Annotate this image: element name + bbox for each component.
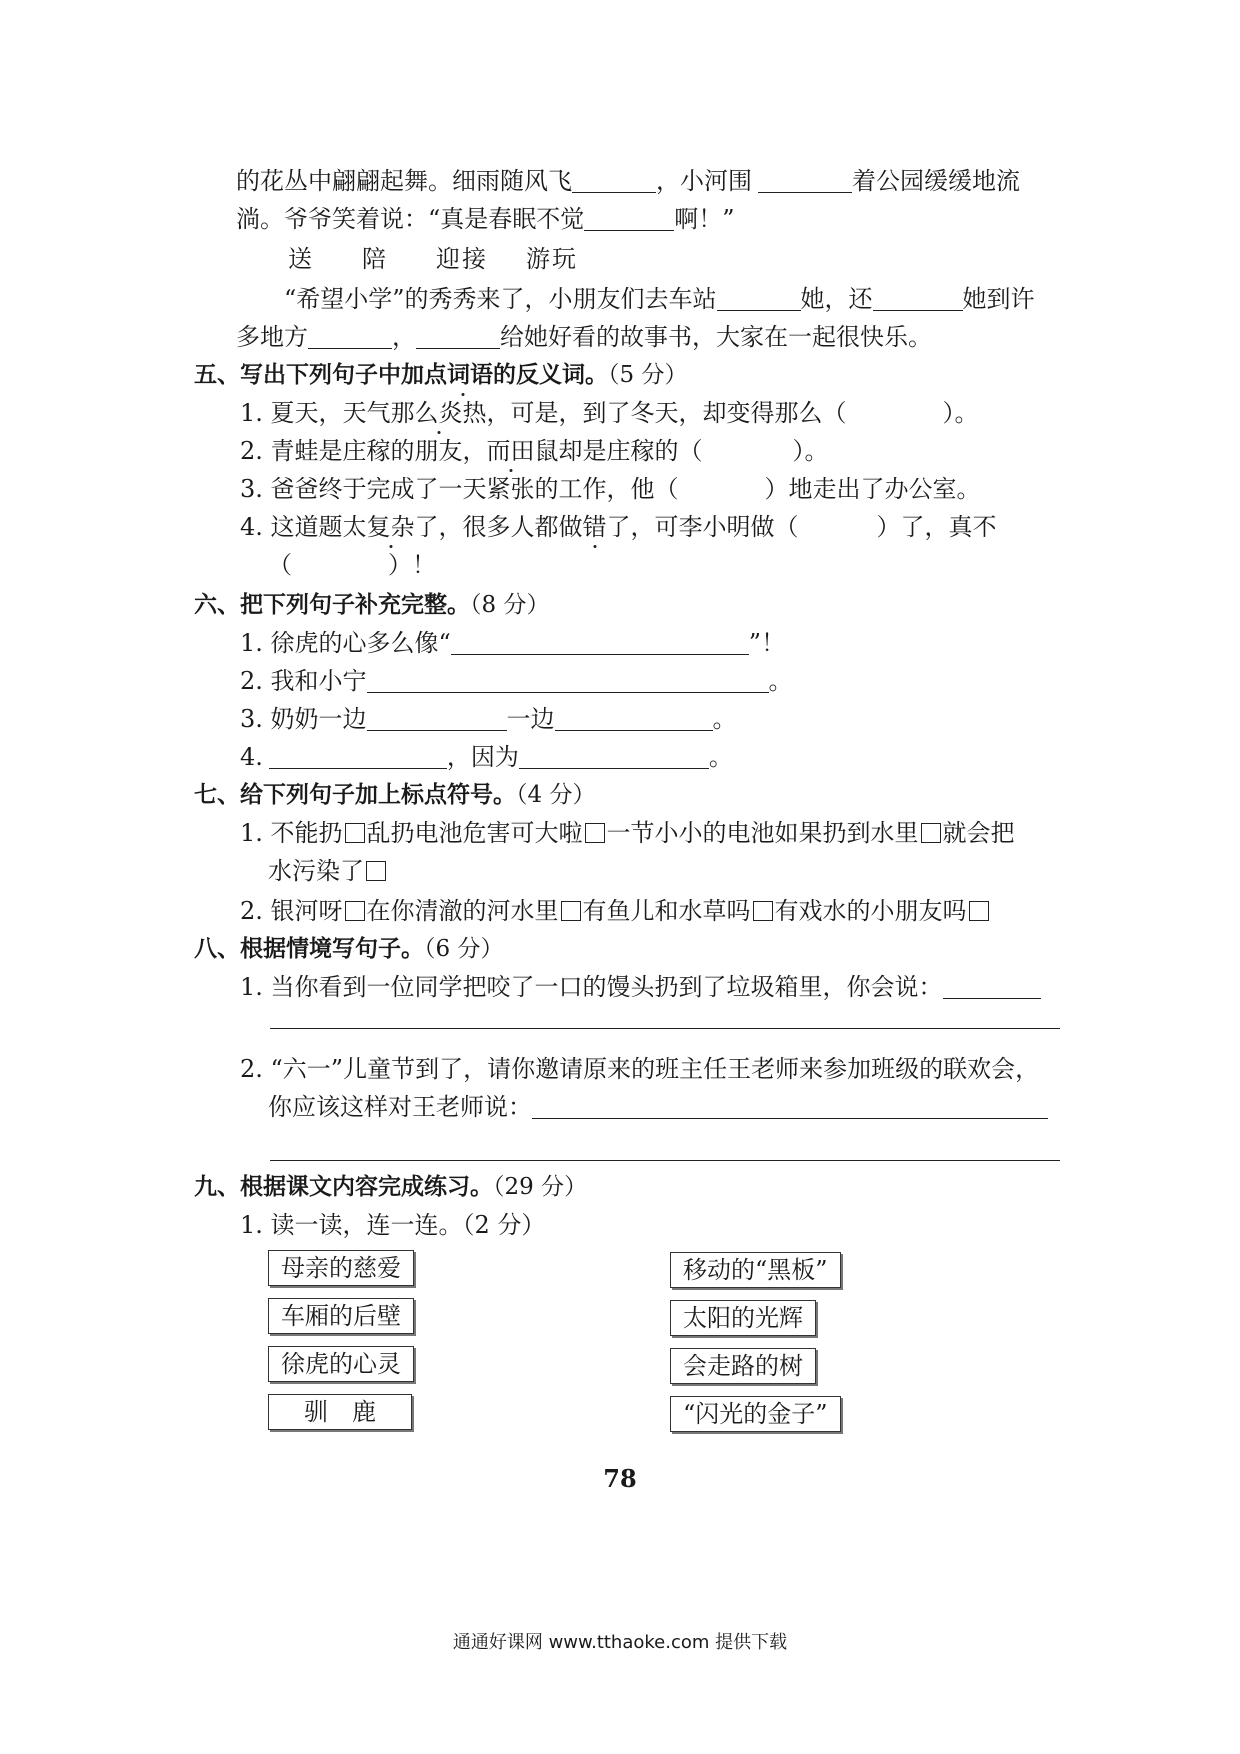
match-left-item[interactable]: 徐虎的心灵 xyxy=(268,1346,414,1382)
s7-item-1-cont: 水污染了 xyxy=(268,854,388,888)
punct-box[interactable] xyxy=(561,901,581,921)
blank[interactable] xyxy=(572,166,656,193)
match-left-item[interactable]: 驯 鹿 xyxy=(268,1394,412,1430)
intro-line-1: 的花丛中翩翩起舞。细雨随风飞 ，小河围 着公园缓缓地流 xyxy=(236,167,1020,195)
s7-item-1: 1. 不能扔 乱扔电池危害可大啦 一节小小的电池如果扔到水里 就会把 xyxy=(240,819,1015,847)
s6-item-2: 2. 我和小宁 。 xyxy=(240,667,793,695)
section-9-title: 九、根据课文内容完成练习。（29 分） xyxy=(194,1174,588,1200)
match-right-item[interactable]: 太阳的光辉 xyxy=(670,1300,816,1336)
page-number: 78 xyxy=(603,1464,637,1493)
s6-item-1: 1. 徐虎的心多么像“ ”！ xyxy=(240,629,786,657)
blank[interactable] xyxy=(308,322,392,349)
blank[interactable] xyxy=(367,704,507,731)
section-8-title: 八、根据情境写句子。（6 分） xyxy=(194,936,504,962)
s6-item-4: 4. ，因为 。 xyxy=(240,743,733,771)
match-right-item[interactable]: “闪光的金子” xyxy=(670,1396,841,1432)
blank[interactable] xyxy=(269,742,447,769)
punct-box[interactable] xyxy=(345,901,365,921)
blank[interactable] xyxy=(367,666,769,693)
answer-line[interactable] xyxy=(270,1028,1060,1029)
s8-item-2: 2. “六一”儿童节到了，请你邀请原来的班主任王老师来参加班级的联欢会， xyxy=(240,1055,1040,1083)
blank[interactable] xyxy=(873,284,963,311)
s8-item-2-cont: 你应该这样对王老师说： xyxy=(268,1090,1048,1124)
punct-box[interactable] xyxy=(969,901,989,921)
s5-item-4: 4. 这道题太复杂了，很多人都做错了，可李小明做（ ）了，真不 xyxy=(240,513,997,541)
word-bank: 送 陪 迎接 游玩 xyxy=(288,245,578,273)
blank[interactable] xyxy=(519,742,709,769)
s7-item-2: 2. 银河呀 在你清澈的河水里 有鱼儿和水草吗 有戏水的小朋友吗 xyxy=(240,894,991,928)
match-right-item[interactable]: 会走路的树 xyxy=(670,1348,816,1384)
blank[interactable] xyxy=(717,284,801,311)
section-6-title: 六、把下列句子补充完整。（8 分） xyxy=(194,592,550,618)
blank[interactable] xyxy=(532,1092,1048,1119)
blank[interactable] xyxy=(584,204,674,231)
blank[interactable] xyxy=(943,972,1041,999)
punct-box[interactable] xyxy=(585,823,605,843)
intro-line-4: “希望小学”的秀秀来了，小朋友们去车站 她，还 她到许 xyxy=(284,285,1035,313)
answer-line[interactable] xyxy=(270,1160,1060,1161)
blank[interactable] xyxy=(416,322,500,349)
s5-item-3: 3. 爸爸终于完成了一天紧张的工作，他（ ）地走出了办公室。 xyxy=(240,475,981,503)
intro-line-2: 淌。爷爷笑着说：“真是春眠不觉 啊！” xyxy=(236,205,735,233)
blank[interactable] xyxy=(451,628,749,655)
footer-credit: 通通好课网 www.tthaoke.com 提供下载 xyxy=(452,1632,788,1653)
s8-item-1: 1. 当你看到一位同学把咬了一口的馒头扔到了垃圾箱里，你会说： xyxy=(240,970,1041,1004)
punct-box[interactable] xyxy=(753,901,773,921)
match-right-item[interactable]: 移动的“黑板” xyxy=(670,1252,841,1288)
match-left-item[interactable]: 车厢的后壁 xyxy=(268,1298,414,1334)
s6-item-3: 3. 奶奶一边 一边 。 xyxy=(240,705,737,733)
s5-item-4-cont: （ ）！ xyxy=(268,551,436,579)
s9-sub-1: 1. 读一读，连一连。（2 分） xyxy=(240,1211,546,1239)
punct-box[interactable] xyxy=(345,823,365,843)
intro-line-5: 多地方 ， 给她好看的故事书，大家在一起很快乐。 xyxy=(236,323,932,351)
punct-box[interactable] xyxy=(921,823,941,843)
s5-item-1: 1. 夏天，天气那么炎热，可是，到了冬天，却变得那么（ ）。 xyxy=(240,399,979,427)
blank[interactable] xyxy=(555,704,713,731)
match-left-item[interactable]: 母亲的慈爱 xyxy=(268,1250,414,1286)
blank[interactable] xyxy=(758,166,852,193)
section-7-title: 七、给下列句子加上标点符号。（4 分） xyxy=(194,782,596,808)
punct-box[interactable] xyxy=(366,861,386,881)
s5-item-2: 2. 青蛙是庄稼的朋友，而田鼠却是庄稼的（ ）。 xyxy=(240,437,829,465)
section-5-title: 五、写出下列句子中加点词语的反义词。（5 分） xyxy=(194,362,688,388)
